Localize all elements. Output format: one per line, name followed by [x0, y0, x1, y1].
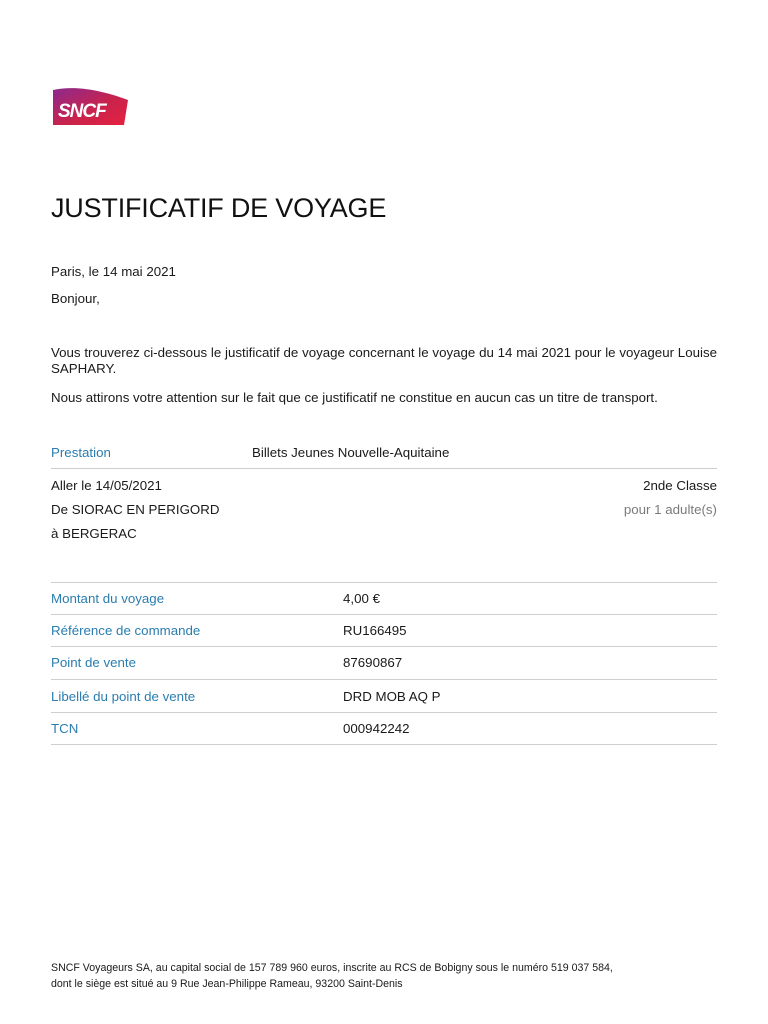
- departure-station: De SIORAC EN PERIGORD: [51, 502, 220, 517]
- detail-value: DRD MOB AQ P: [343, 689, 441, 704]
- detail-label: Montant du voyage: [51, 591, 165, 606]
- detail-value: 87690867: [343, 655, 403, 670]
- detail-row: [51, 647, 717, 680]
- sncf-logo: [51, 86, 128, 125]
- detail-label: Libellé du point de vente: [51, 689, 196, 704]
- detail-row: [51, 615, 717, 647]
- document-title: JUSTIFICATIF DE VOYAGE: [51, 193, 387, 223]
- prestation-row: [51, 437, 717, 469]
- prestation-value: Billets Jeunes Nouvelle-Aquitaine: [252, 445, 450, 460]
- detail-row: [51, 713, 717, 745]
- travel-class: 2nde Classe: [643, 478, 717, 493]
- detail-value: RU166495: [343, 623, 407, 638]
- svg-text:SNCF: SNCF: [58, 101, 106, 122]
- legal-footer: [51, 960, 613, 992]
- intro-paragraph: Vous trouverez ci-dessous le justificatif de voyage concernant le voyage du 14 mai 2021 pour le voyageur Louise SAPHARY.: [51, 345, 717, 376]
- notice-paragraph: Nous attirons votre attention sur le fait que ce justificatif ne constitue en aucun cas un titre de transport.: [51, 390, 658, 405]
- passenger-count: pour 1 adulte(s): [623, 502, 717, 517]
- greeting: Bonjour,: [51, 291, 100, 306]
- arrival-station: à BERGERAC: [51, 526, 137, 541]
- detail-row: [51, 583, 717, 615]
- footer-line-1: SNCF Voyageurs SA, au capital social de 157 789 960 euros, inscrite au RCS de Bobigny sous le numéro 519 037 584,: [51, 962, 613, 974]
- detail-value: 4,00 €: [343, 591, 380, 606]
- detail-value: 000942242: [343, 721, 410, 736]
- date-line: Paris, le 14 mai 2021: [51, 264, 176, 279]
- detail-label: Référence de commande: [51, 623, 201, 638]
- detail-label: TCN: [51, 721, 79, 736]
- outbound-date: Aller le 14/05/2021: [51, 478, 162, 493]
- detail-row: [51, 680, 717, 713]
- prestation-label: Prestation: [51, 445, 111, 460]
- detail-label: Point de vente: [51, 655, 137, 670]
- footer-line-2: dont le siège est situé au 9 Rue Jean-Philippe Rameau, 93200 Saint-Denis: [51, 978, 403, 990]
